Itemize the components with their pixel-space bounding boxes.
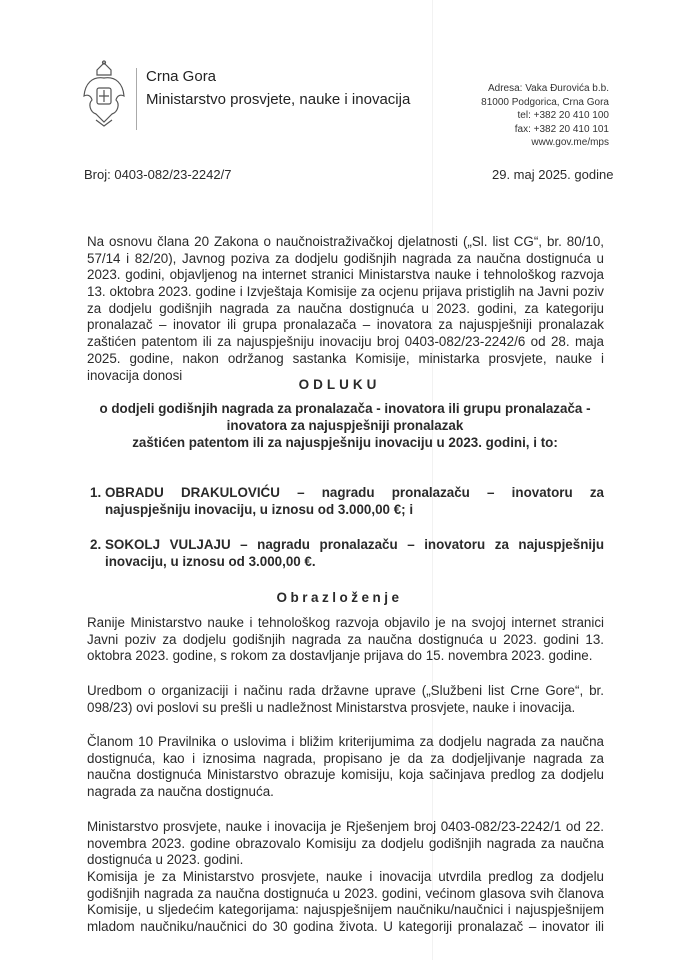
city-line: 81000 Podgorica, Crna Gora [481,96,609,108]
country-name: Crna Gora [146,68,217,85]
text-line: godišnjih nagrada za naučna dostignuća u 2023. godini, većinom glasova svih članova [87,885,604,901]
text-line: 2023. godini, objavljenog na internet stranici Ministarstva nauke i tehnološkog razvoja [87,267,604,283]
text-line: SOKOLJ VULJAJU – nagradu pronalazaču – inovatoru za najuspješniju [105,537,604,552]
text-line: Javni poziv za dodjelu godišnjih nagrada za naučna dostignuća u 2023. godini 13. [87,631,604,647]
text-line: za dodjelu godišnjih nagrada za naučna dostignuća u 2023. godini, za kategoriju [87,300,604,316]
address-line: Adresa: Vaka Đurovića b.b. [488,83,609,94]
subtitle-line: o dodjeli godišnjih nagrada za pronalazača - inovatora ili grupu pronalazača - [99,401,591,416]
reasoning-paragraph-2 [87,683,604,716]
text-line: dostignuća u 2023. godini. [87,852,244,868]
scan-fold-line [432,0,433,960]
ministry-name: Ministarstvo prosvjete, nauke i inovacija [146,91,411,108]
text-line: inovacija donosi [87,367,183,383]
text-line: 57/14 i 82/20), Javnog poziva za dodjelu godišnjih nagrada za naučna dostignuća u [87,250,604,266]
coat-of-arms-logo [82,60,126,130]
award-item-2 [90,536,604,569]
text-line: Na osnovu člana 20 Zakona o naučnoistraživačkoj djelatnosti („Sl. list CG“, br. 80/10, [87,234,604,249]
text-line: 2025. godine, nakon održanog sastanka Komisije, ministarka prosvjete, nauke i [87,350,604,366]
reasoning-paragraph-1 [87,615,604,665]
reference-number: Broj: 0403-082/23-2242/7 [84,167,232,182]
decision-subtitle [80,400,610,451]
text-line: 098/23) ovi poslovi su prešli u nadležnost Ministarstva prosvjete, nauke i inovacija. [87,699,576,715]
fax-line: fax: +382 20 410 101 [514,123,609,135]
intro-paragraph [87,234,604,384]
subtitle-line: zaštićen patentom ili za najuspješniju inovaciju u 2023. godini, i to: [132,435,558,450]
header-divider [136,68,137,130]
decision-title: ODLUKU [298,377,381,392]
reasoning-paragraph-5 [87,869,604,936]
text-line: naučna dostignuća Ministarstvo obrazuje komisiju, koja sačinjava predlog za dodjelu [87,767,604,783]
text-line: 13. oktobra 2023. godine i Izvještaja Komisije za ocjenu prijava pristiglih na Javni poziv [87,284,604,300]
text-line: Članom 10 Pravilnika o uslovima i bližim kriterijumima za dodjelu nagrada za naučna [87,734,604,749]
item-text [105,484,604,517]
award-item-1 [90,484,604,517]
text-line: oktobra 2023. godine, s rokom za dostavljanje prijava do 15. novembra 2023. godine. [87,648,593,664]
text-line: nagrada za naučna dostignuća. [87,784,274,800]
text-line: novembra 2023. godine obrazovalo Komisiju za dodjelu godišnjih nagrada za naučna [87,835,604,851]
document-date: 29. maj 2025. godine [492,167,614,182]
text-line: inovaciju, u iznosu od 3.000,00 €. [105,553,316,569]
website-link[interactable]: www.gov.me/mps [531,137,609,149]
reasoning-paragraph-3 [87,734,604,801]
reasoning-title: Obrazloženje [276,590,403,605]
text-line: zaštićen patentom ili za najuspješniju inovaciju broj 0403-082/23-2242/6 od 28. maja [87,334,604,350]
reasoning-paragraph-4 [87,819,604,869]
text-line: pronalazač – inovator ili grupa pronalazača – inovatora za najuspješniji pronalazak [87,317,604,333]
item-text [105,536,604,569]
subtitle-line: inovatora za najuspješniji pronalazak [226,418,464,433]
text-line: najuspješniju inovaciju, u iznosu od 3.000,00 €; i [105,501,414,517]
text-line: dostignuća, kao i iznosima nagrada, propisano je da za dodjeljivanje nagrada za [87,750,604,766]
item-number: 2. [90,537,102,552]
text-line: Komisije, u sljedećim kategorijama: najuspješnijem naučniku/naučnici i najuspješnijem [87,902,604,918]
text-line: mladom naučniku/naučnici do 30 godina života. U kategoriji pronalazač – inovator ili [87,919,604,935]
address-block [481,82,609,150]
text-line: Ranije Ministarstvo nauke i tehnološkog razvoja objavilo je na svojoj internet stranici [87,615,604,630]
text-line: Komisija je za Ministarstvo prosvjete, nauke i inovacija utvrdila predlog za dodjelu [87,869,604,884]
phone-line: tel: +382 20 410 100 [517,110,609,122]
text-line: OBRADU DRAKULOVIĆU – nagradu pronalazaču – inovatoru za [105,485,604,500]
text-line: Ministarstvo prosvjete, nauke i inovacija je Rješenjem broj 0403-082/23-2242/1 od 22. [87,819,604,834]
text-line: Uredbom o organizaciji i načinu rada državne uprave („Službeni list Crne Gore“, br. [87,683,604,698]
item-number: 1. [90,485,102,500]
